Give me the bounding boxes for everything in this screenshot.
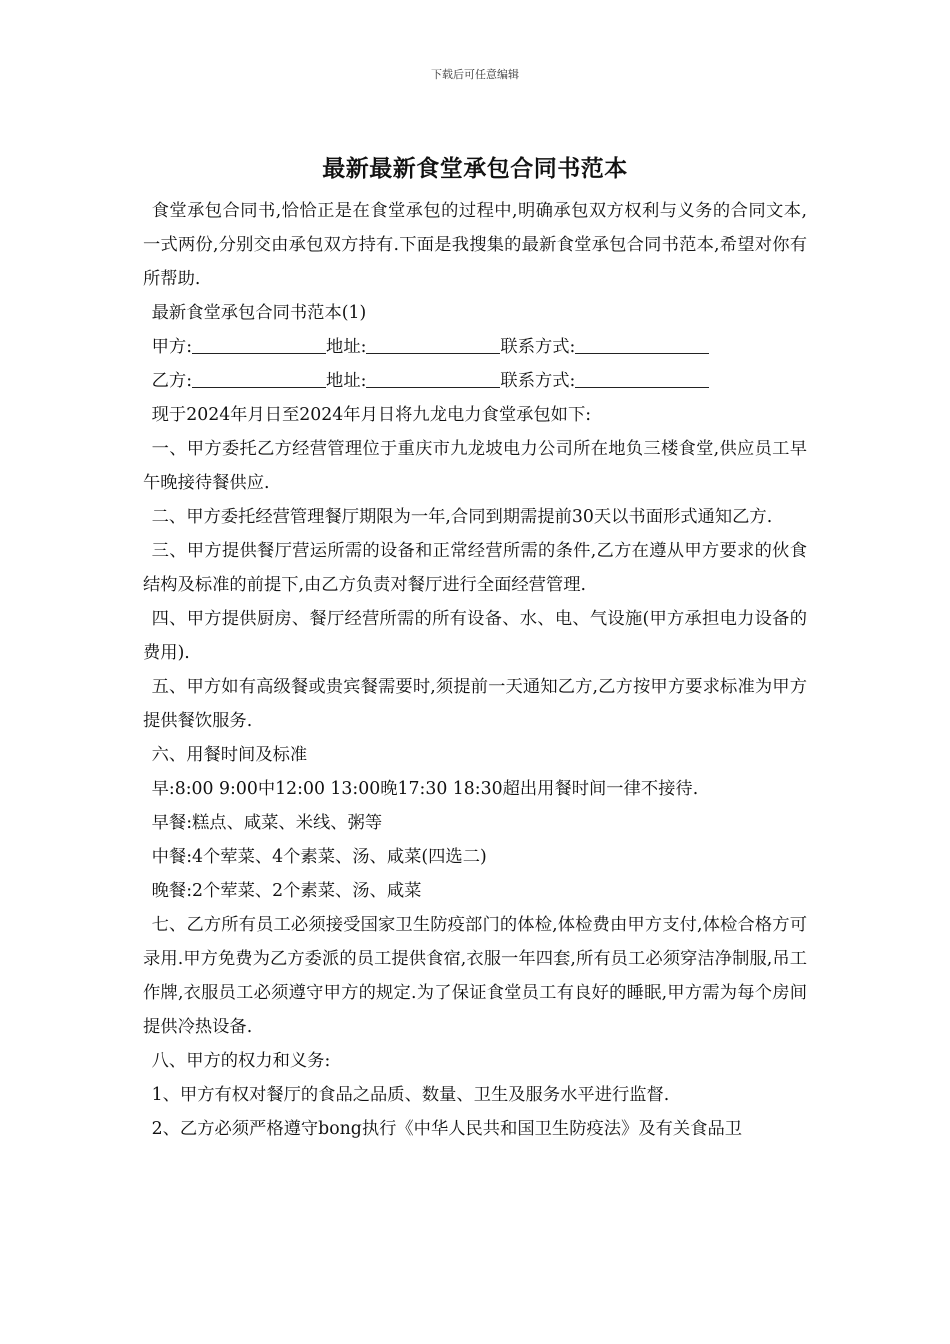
party-a-contact-blank[interactable] (575, 335, 709, 354)
clause-paragraph: 2、乙方必须严格遵守bong执行《中华人民共和国卫生防疫法》及有关食品卫 (151, 1119, 743, 1139)
intro-paragraph: 食堂承包合同书,恰恰正是在食堂承包的过程中,明确承包双方权利与义务的合同文本,一式两份,分别交由承包双方持有.下面是我搜集的最新食堂承包合同书范本,希望对你有所帮助. (143, 201, 807, 289)
party-b-name-blank[interactable] (192, 369, 326, 388)
clause-paragraph: 晚餐:2个荤菜、2个素菜、汤、咸菜 (151, 881, 422, 901)
party-a-address-label: 地址: (326, 337, 367, 357)
party-b-address-label: 地址: (326, 371, 367, 391)
document-body (143, 194, 807, 1146)
party-b-contact-label: 联系方式: (500, 371, 576, 391)
clause-paragraph: 早:8:00 9:00中12:00 13:00晚17:30 18:30超出用餐时间一律不接待. (151, 779, 699, 799)
clause-paragraph: 六、用餐时间及标准 (151, 745, 308, 765)
clause-paragraph: 二、甲方委托经营管理餐厅期限为一年,合同到期需提前30天以书面形式通知乙方. (151, 507, 773, 527)
header-note: 下载后可任意编辑 (431, 68, 519, 81)
clause-paragraph: 一、甲方委托乙方经营管理位于重庆市九龙坡电力公司所在地负三楼食堂,供应员工早午晚接待餐供应. (143, 439, 807, 493)
party-a-contact-label: 联系方式: (500, 337, 576, 357)
document-title: 最新最新食堂承包合同书范本 (322, 156, 628, 182)
clause-paragraph: 1、甲方有权对餐厅的食品之品质、数量、卫生及服务水平进行监督. (151, 1085, 670, 1105)
party-a-address-blank[interactable] (366, 335, 500, 354)
contract-subtitle: 最新食堂承包合同书范本(1) (151, 303, 367, 323)
clause-paragraph: 八、甲方的权力和义务: (151, 1051, 331, 1071)
clause-paragraph: 七、乙方所有员工必须接受国家卫生防疫部门的体检,体检费由甲方支付,体检合格方可录用.甲方免费为乙方委派的员工提供食宿,衣服一年四套,所有员工必须穿洁净制服,吊工作牌,衣服员工必须遵守甲方的规定.为了保证食堂员工有良好的睡眠,甲方需为每个房间提供冷热设备. (143, 915, 807, 1037)
clause-paragraph: 五、甲方如有高级餐或贵宾餐需要时,须提前一天通知乙方,乙方按甲方要求标准为甲方提供餐饮服务. (143, 677, 807, 731)
party-b-contact-blank[interactable] (575, 369, 709, 388)
party-a-name-blank[interactable] (192, 335, 326, 354)
contract-period: 现于2024年月日至2024年月日将九龙电力食堂承包如下: (151, 405, 592, 425)
party-b-address-blank[interactable] (366, 369, 500, 388)
party-a-line (143, 330, 807, 364)
party-a-label: 甲方: (151, 337, 193, 357)
clause-paragraph: 早餐:糕点、咸菜、米线、粥等 (151, 813, 383, 833)
clause-paragraph: 中餐:4个荤菜、4个素菜、汤、咸菜(四选二) (151, 847, 487, 867)
clause-paragraph: 四、甲方提供厨房、餐厅经营所需的所有设备、水、电、气设施(甲方承担电力设备的费用). (143, 609, 807, 663)
party-b-label: 乙方: (151, 371, 193, 391)
clause-paragraph: 三、甲方提供餐厅营运所需的设备和正常经营所需的条件,乙方在遵从甲方要求的伙食结构及标准的前提下,由乙方负责对餐厅进行全面经营管理. (143, 541, 807, 595)
party-b-line (143, 364, 807, 398)
